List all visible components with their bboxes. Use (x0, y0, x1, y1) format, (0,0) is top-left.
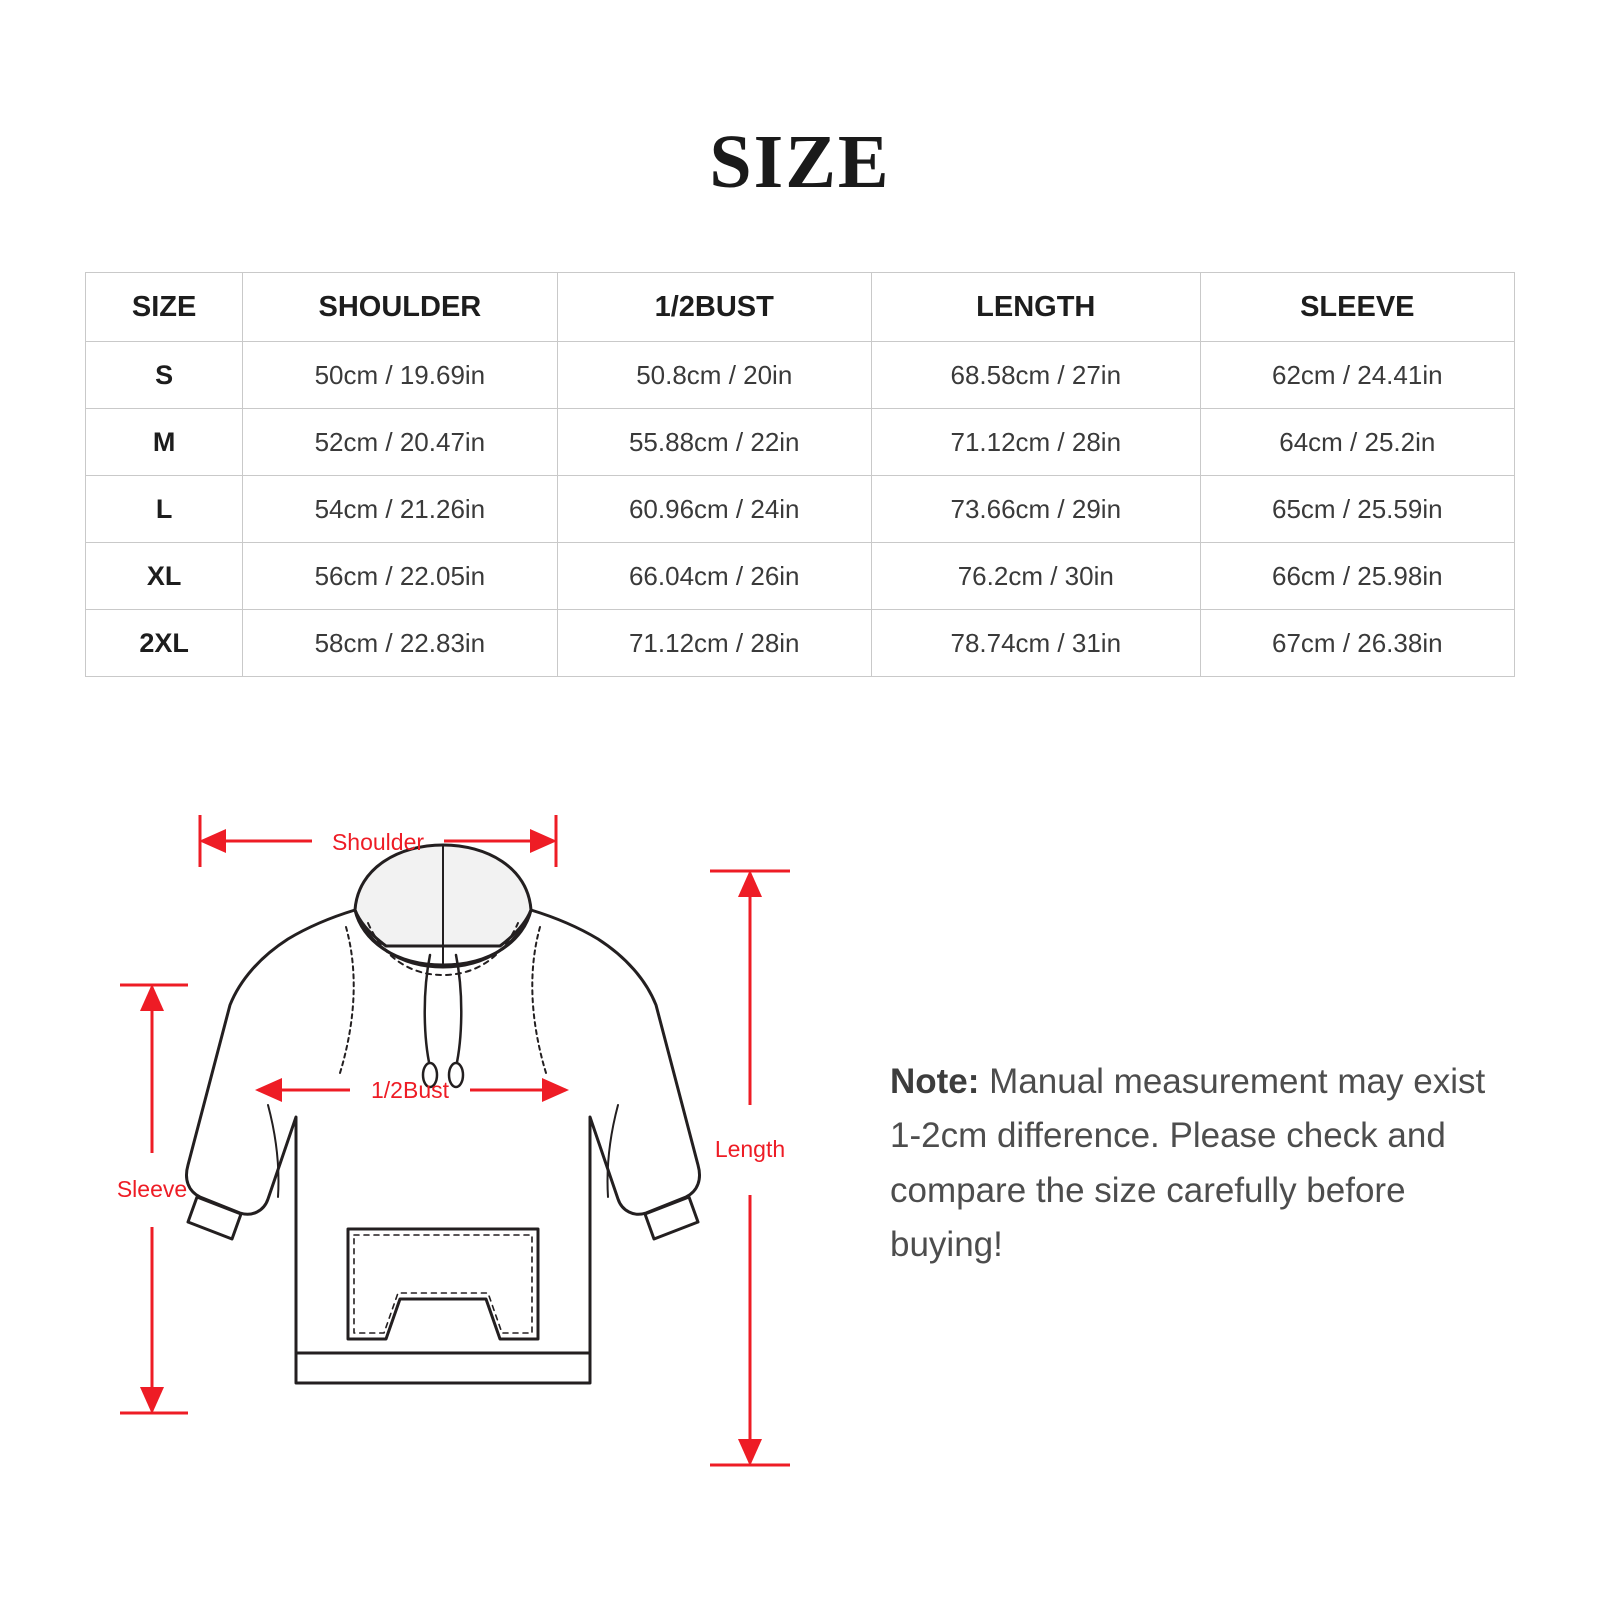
measure-shoulder (200, 815, 556, 867)
cell-size: XL (86, 543, 243, 610)
cell-sleeve: 62cm / 24.41in (1200, 342, 1514, 409)
cell-size: L (86, 476, 243, 543)
hoodie-measurement-diagram (100, 805, 840, 1505)
label-length: Length (714, 1136, 786, 1162)
cell-size: M (86, 409, 243, 476)
cell-bust: 71.12cm / 28in (557, 610, 871, 677)
column-header-shoulder: SHOULDER (243, 273, 557, 342)
column-header-length: LENGTH (871, 273, 1200, 342)
cell-size: 2XL (86, 610, 243, 677)
cell-shoulder: 56cm / 22.05in (243, 543, 557, 610)
column-header-sleeve: SLEEVE (1200, 273, 1514, 342)
cell-length: 68.58cm / 27in (871, 342, 1200, 409)
cell-sleeve: 64cm / 25.2in (1200, 409, 1514, 476)
measure-sleeve (117, 985, 188, 1413)
cell-shoulder: 50cm / 19.69in (243, 342, 557, 409)
note-block (890, 1055, 1520, 1272)
table-row (86, 342, 1515, 409)
size-table-container (85, 272, 1515, 677)
cell-size: S (86, 342, 243, 409)
cell-bust: 50.8cm / 20in (557, 342, 871, 409)
table-row (86, 476, 1515, 543)
cell-length: 71.12cm / 28in (871, 409, 1200, 476)
cell-bust: 66.04cm / 26in (557, 543, 871, 610)
label-bust: 1/2Bust (371, 1077, 449, 1103)
table-header-row (86, 273, 1515, 342)
column-header-bust: 1/2BUST (557, 273, 871, 342)
cell-sleeve: 67cm / 26.38in (1200, 610, 1514, 677)
cell-sleeve: 65cm / 25.59in (1200, 476, 1514, 543)
note-label: Note: (890, 1062, 980, 1101)
page-title: SIZE (709, 120, 891, 204)
label-sleeve: Sleeve (116, 1176, 188, 1202)
label-shoulder: Shoulder (331, 829, 425, 855)
cell-length: 76.2cm / 30in (871, 543, 1200, 610)
column-header-size: SIZE (86, 273, 243, 342)
table-row (86, 610, 1515, 677)
cell-shoulder: 54cm / 21.26in (243, 476, 557, 543)
cell-shoulder: 52cm / 20.47in (243, 409, 557, 476)
hoodie-outline-icon (187, 845, 700, 1383)
cell-length: 78.74cm / 31in (871, 610, 1200, 677)
note-text: Manual measurement may exist 1-2cm difference. Please check and compare the size carefully before buying! (890, 1062, 1486, 1264)
cell-length: 73.66cm / 29in (871, 476, 1200, 543)
cell-sleeve: 66cm / 25.98in (1200, 543, 1514, 610)
measure-length (710, 871, 790, 1465)
cell-shoulder: 58cm / 22.83in (243, 610, 557, 677)
size-chart-table (85, 272, 1515, 677)
cell-bust: 55.88cm / 22in (557, 409, 871, 476)
table-row (86, 409, 1515, 476)
cell-bust: 60.96cm / 24in (557, 476, 871, 543)
table-row (86, 543, 1515, 610)
